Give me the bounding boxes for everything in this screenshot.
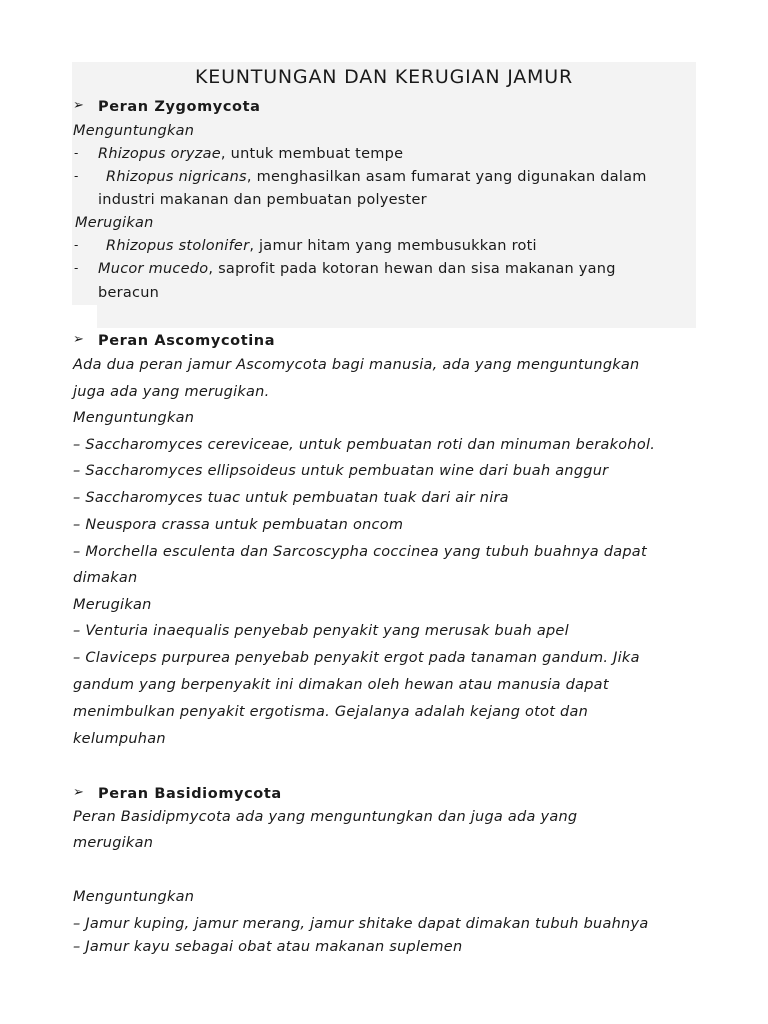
asco-minus-item: – Venturia inaequalis penyebab penyakit yang merusak buah apel bbox=[73, 623, 569, 639]
zygo-plus-item: Rhizopus oryzae, untuk membuat tempe bbox=[98, 146, 404, 162]
arrow-bullet-icon: ➢ bbox=[73, 98, 84, 113]
asco-intro-line: Ada dua peran jamur Ascomycota bagi manusia, ada yang menguntungkan bbox=[73, 357, 640, 373]
basidio-plus-item: – Jamur kuping, jamur merang, jamur shitake dapat dimakan tubuh buahnya bbox=[73, 916, 649, 932]
asco-minus-item-cont: menimbulkan penyakit ergotisma. Gejalanya adalah kejang otot dan bbox=[73, 704, 589, 720]
section-heading-ascomycotina: Peran Ascomycotina bbox=[98, 333, 276, 349]
asco-plus-item: – Saccharomyces ellipsoideus untuk pembuatan wine dari buah anggur bbox=[73, 463, 609, 479]
zygo-plus-item-cont: industri makanan dan pembuatan polyester bbox=[98, 192, 427, 208]
dash-bullet-icon: - bbox=[74, 146, 79, 160]
zygo-minus-item: Rhizopus stolonifer, jamur hitam yang membusukkan roti bbox=[106, 238, 537, 254]
arrow-bullet-icon: ➢ bbox=[73, 332, 84, 347]
basidio-plus-item: – Jamur kayu sebagai obat atau makanan suplemen bbox=[73, 939, 463, 955]
asco-minus-item-cont: kelumpuhan bbox=[73, 731, 166, 747]
basidio-intro-line: Peran Basidipmycota ada yang menguntungkan dan juga ada yang bbox=[73, 809, 578, 825]
asco-plus-item-cont: dimakan bbox=[73, 570, 138, 586]
zygo-minus-item: Mucor mucedo, saprofit pada kotoran hewan dan sisa makanan yang bbox=[98, 261, 616, 277]
asco-minus-item-cont: gandum yang berpenyakit ini dimakan oleh hewan atau manusia dapat bbox=[73, 677, 609, 693]
asco-intro-line: juga ada yang merugikan. bbox=[73, 384, 270, 400]
asco-plus-item: – Morchella esculenta dan Sarcoscypha coccinea yang tubuh buahnya dapat bbox=[73, 544, 647, 560]
zygo-minus-label: Merugikan bbox=[75, 215, 154, 231]
asco-minus-item: – Claviceps purpurea penyebab penyakit ergot pada tanaman gandum. Jika bbox=[73, 650, 640, 666]
zygo-minus-item-cont: beracun bbox=[98, 285, 160, 301]
dash-bullet-icon: - bbox=[74, 169, 79, 183]
asco-plus-label: Menguntungkan bbox=[73, 410, 195, 426]
zygo-plus-label: Menguntungkan bbox=[73, 123, 195, 139]
asco-plus-item: – Saccharomyces tuac untuk pembuatan tuak dari air nira bbox=[73, 490, 509, 506]
asco-plus-item: – Saccharomyces cereviceae, untuk pembuatan roti dan minuman berakohol. bbox=[73, 437, 656, 453]
section-heading-basidiomycota: Peran Basidiomycota bbox=[98, 786, 282, 802]
arrow-bullet-icon: ➢ bbox=[73, 785, 84, 800]
basidio-plus-label: Menguntungkan bbox=[73, 889, 195, 905]
page-title: KEUNTUNGAN DAN KERUGIAN JAMUR bbox=[195, 66, 573, 88]
zygo-plus-item: Rhizopus nigricans, menghasilkan asam fumarat yang digunakan dalam bbox=[106, 169, 647, 185]
asco-plus-item: – Neuspora crassa untuk pembuatan oncom bbox=[73, 517, 404, 533]
basidio-intro-line: merugikan bbox=[73, 835, 154, 851]
dash-bullet-icon: - bbox=[74, 261, 79, 275]
asco-minus-label: Merugikan bbox=[73, 597, 152, 613]
dash-bullet-icon: - bbox=[74, 238, 79, 252]
section-heading-zygomycota: Peran Zygomycota bbox=[98, 99, 261, 115]
